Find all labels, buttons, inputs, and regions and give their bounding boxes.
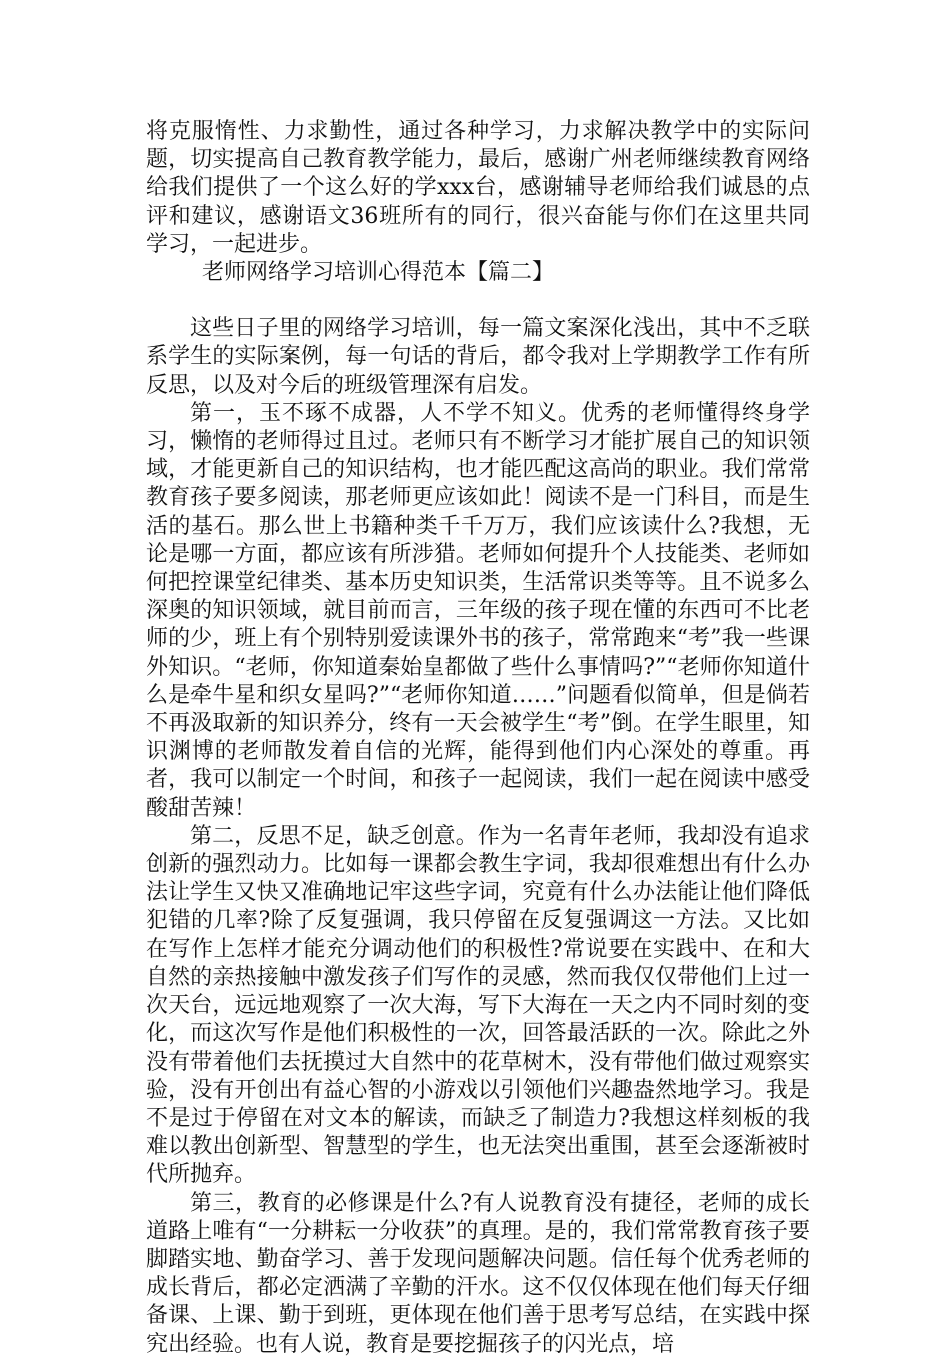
- paragraph-closing: 将克服惰性、力求勤性，通过各种学习，力求解决教学中的实际问题，切实提高自己教育教学能力，最后，感谢广州老师继续教育网络给我们提供了一个这么好的学xxx台，感谢辅导老师给我们诚恳的点评和建议，感谢语文36班所有的同行，很兴奋能与你们在这里共同学习，一起进步。: [146, 119, 810, 257]
- paragraph-intro: 这些日子里的网络学习培训，每一篇文案深化浅出，其中不乏联系学生的实际案例，每一句话的背后，都令我对上学期教学工作有所反思，以及对今后的班级管理深有启发。: [146, 316, 810, 398]
- document-body: [146, 118, 810, 1359]
- paragraph-first-point: 第一，玉不琢不成器，人不学不知义。优秀的老师懂得终身学习，懒惰的老师得过且过。老师只有不断学习才能扩展自己的知识领域，才能更新自己的知识结构，也才能匹配这高尚的职业。我们常常教育孩子要多阅读，那老师更应该如此！阅读不是一门科目，而是生活的基石。那么世上书籍种类千千万万，我们应该读什么?我想，无论是哪一方面，都应该有所涉猎。老师如何提升个人技能类、老师如何把控课堂纪律类、基本历史知识类，生活常识类等等。且不说多么深奥的知识领域，就目前而言，三年级的孩子现在懂的东西可不比老师的少，班上有个别特别爱读课外书的孩子，常常跑来“考”我一些课外知识。“老师，你知道秦始皇都做了些什么事情吗?”“老师你知道什么是牵牛星和织女星吗?”“老师你知道……”问题看似简单，但是倘若不再汲取新的知识养分，终有一天会被学生“考”倒。在学生眼里，知识渊博的老师散发着自信的光辉，能得到他们内心深处的尊重。再者，我可以制定一个时间，和孩子一起阅读，我们一起在阅读中感受酸甜苦辣！: [146, 400, 810, 821]
- blank-line: [146, 287, 810, 315]
- paragraph-third-point: 第三，教育的必修课是什么?有人说教育没有捷径，老师的成长道路上唯有“一分耕耘一分收获”的真理。是的，我们常常教育孩子要脚踏实地、勤奋学习、善于发现问题解决问题。信任每个优秀老师的成长背后，都必定洒满了辛勤的汗水。这不仅仅体现在他们每天仔细备课、上课、勤于到班，更体现在他们善于思考写总结，在实践中探究出经验。也有人说，教育是要挖掘孩子的闪光点，培: [146, 1190, 810, 1357]
- section-heading: 老师网络学习培训心得范本【篇二】: [202, 260, 555, 286]
- paragraph-second-point: 第二，反思不足，缺乏创意。作为一名青年老师，我却没有追求创新的强烈动力。比如每一课都会教生字词，我却很难想出有什么办法让学生又快又准确地记牢这些字词，究竟有什么办法能让他们降低犯错的几率?除了反复强调，我只停留在反复强调这一方法。又比如在写作上怎样才能充分调动他们的积极性?常说要在实践中、在和大自然的亲热接触中激发孩子们写作的灵感，然而我仅仅带他们上过一次天台，远远地观察了一次大海，写下大海在一天之内不同时刻的变化，而这次写作是他们积极性的一次，回答最活跃的一次。除此之外没有带着他们去抚摸过大自然中的花草树木，没有带他们做过观察实验，没有开创出有益心智的小游戏以引领他们兴趣盎然地学习。我是不是过于停留在对文本的解读，而缺乏了制造力?我想这样刻板的我难以教出创新型、智慧型的学生，也无法突出重围，甚至会逐渐被时代所抛弃。: [146, 823, 810, 1188]
